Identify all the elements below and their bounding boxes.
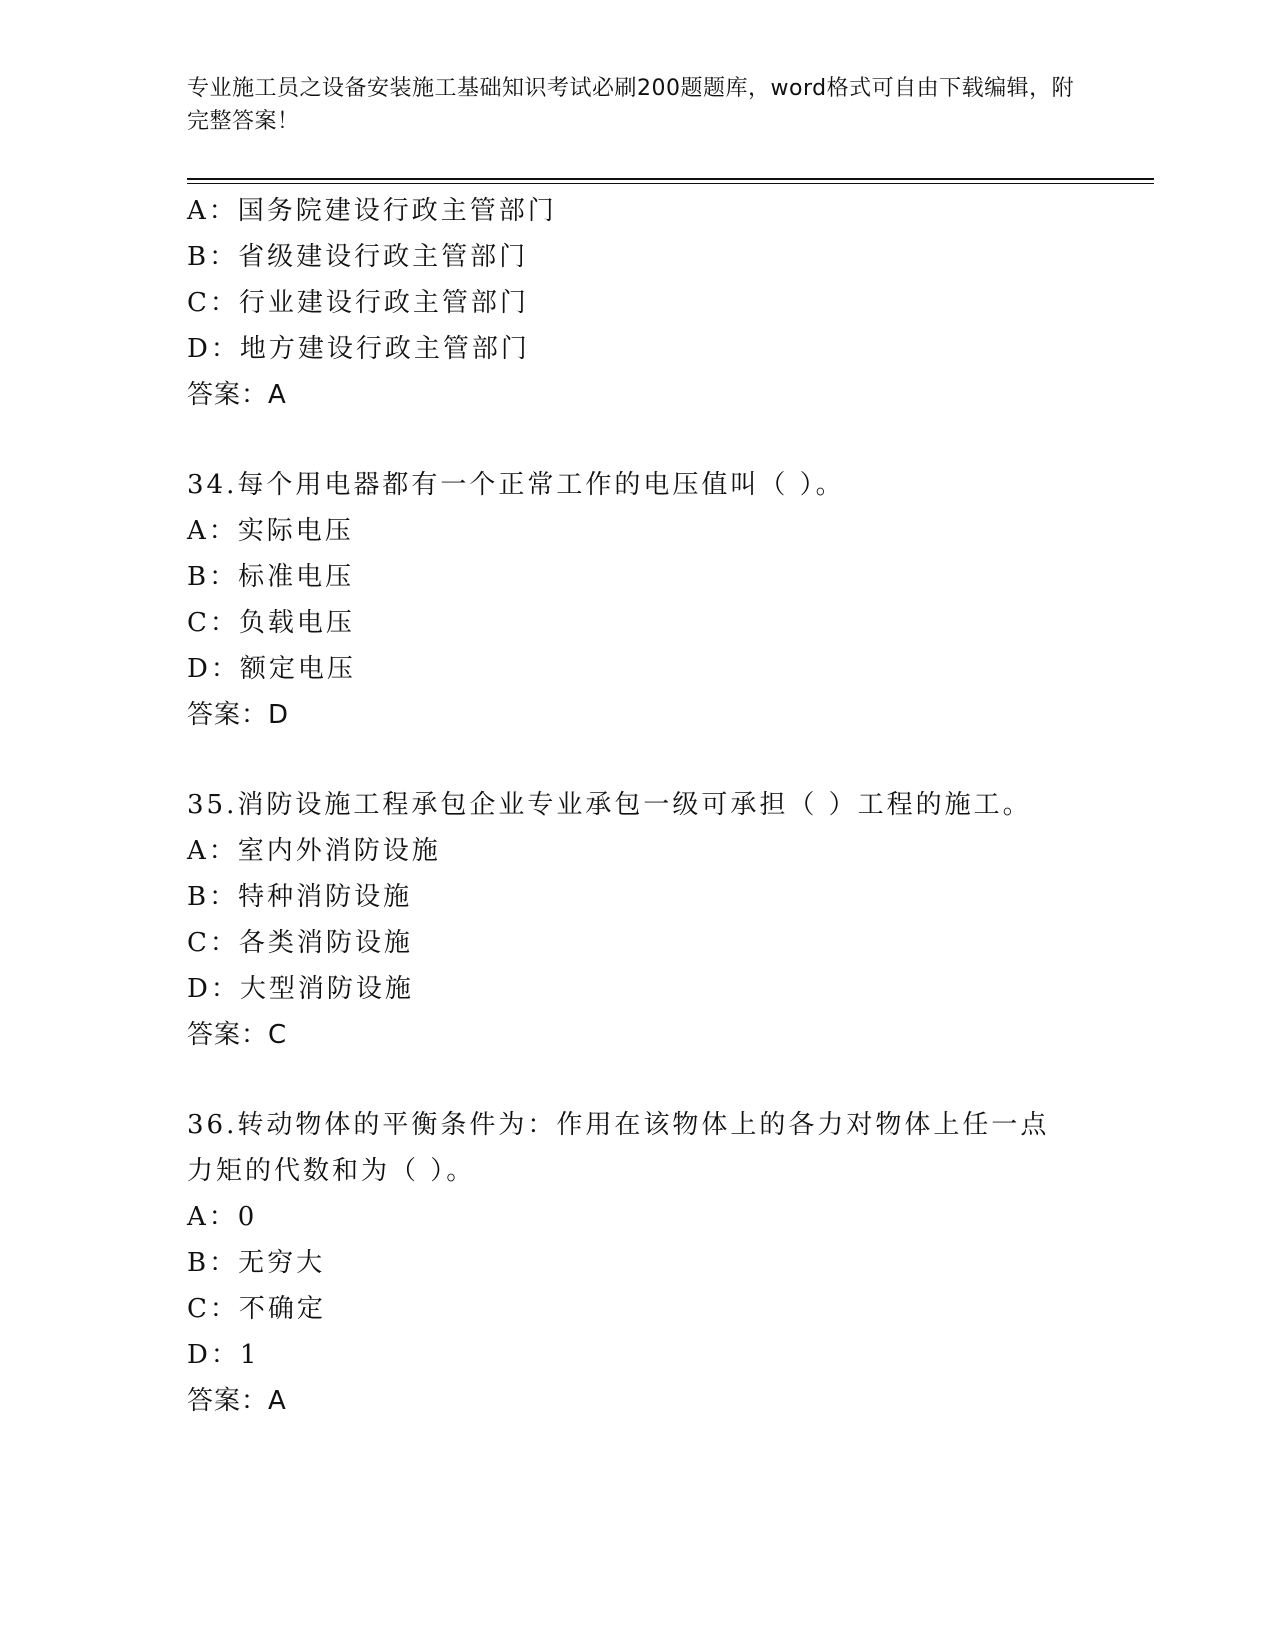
answer-line: 答案：D [187,700,290,730]
option-c: C：行业建设行政主管部门 [187,288,529,318]
question-block-35 [187,782,1087,1058]
answer-line: 答案：A [187,1386,287,1416]
header-divider-thin [187,183,1154,184]
question-text: 35.消防设施工程承包企业专业承包一级可承担（ ）工程的施工。 [187,790,1032,820]
option-d: D：额定电压 [187,654,356,684]
option-a: A：室内外消防设施 [187,836,441,866]
question-block-33 [187,188,1087,418]
option-a: A：国务院建设行政主管部门 [187,196,557,226]
option-a: A：实际电压 [187,516,354,546]
document-header: 专业施工员之设备安装施工基础知识考试必刷200题题库，word格式可自由下载编辑，附完整答案！ [187,76,1075,134]
question-text: 34.每个用电器都有一个正常工作的电压值叫（ ）。 [187,470,845,500]
option-c: C：不确定 [187,1294,326,1324]
option-b: B：特种消防设施 [187,882,413,912]
option-d: D：1 [187,1340,260,1370]
option-b: B：无穷大 [187,1248,326,1278]
option-c: C：各类消防设施 [187,928,413,958]
answer-line: 答案：A [187,380,287,410]
option-b: B：省级建设行政主管部门 [187,242,529,272]
spacer [187,1058,1087,1102]
option-d: D：地方建设行政主管部门 [187,334,530,364]
option-c: C：负载电压 [187,608,355,638]
question-text: 36.转动物体的平衡条件为：作用在该物体上的各力对物体上任一点力矩的代数和为（ ）。 [187,1110,1050,1186]
option-d: D：大型消防设施 [187,974,414,1004]
question-block-34 [187,462,1087,738]
questions-content [187,188,1087,1424]
header-divider-thick [187,178,1154,180]
option-b: B：标准电压 [187,562,355,592]
spacer [187,418,1087,462]
option-a: A：0 [187,1202,258,1232]
answer-line: 答案：C [187,1020,288,1050]
question-block-36 [187,1102,1087,1424]
spacer [187,738,1087,782]
